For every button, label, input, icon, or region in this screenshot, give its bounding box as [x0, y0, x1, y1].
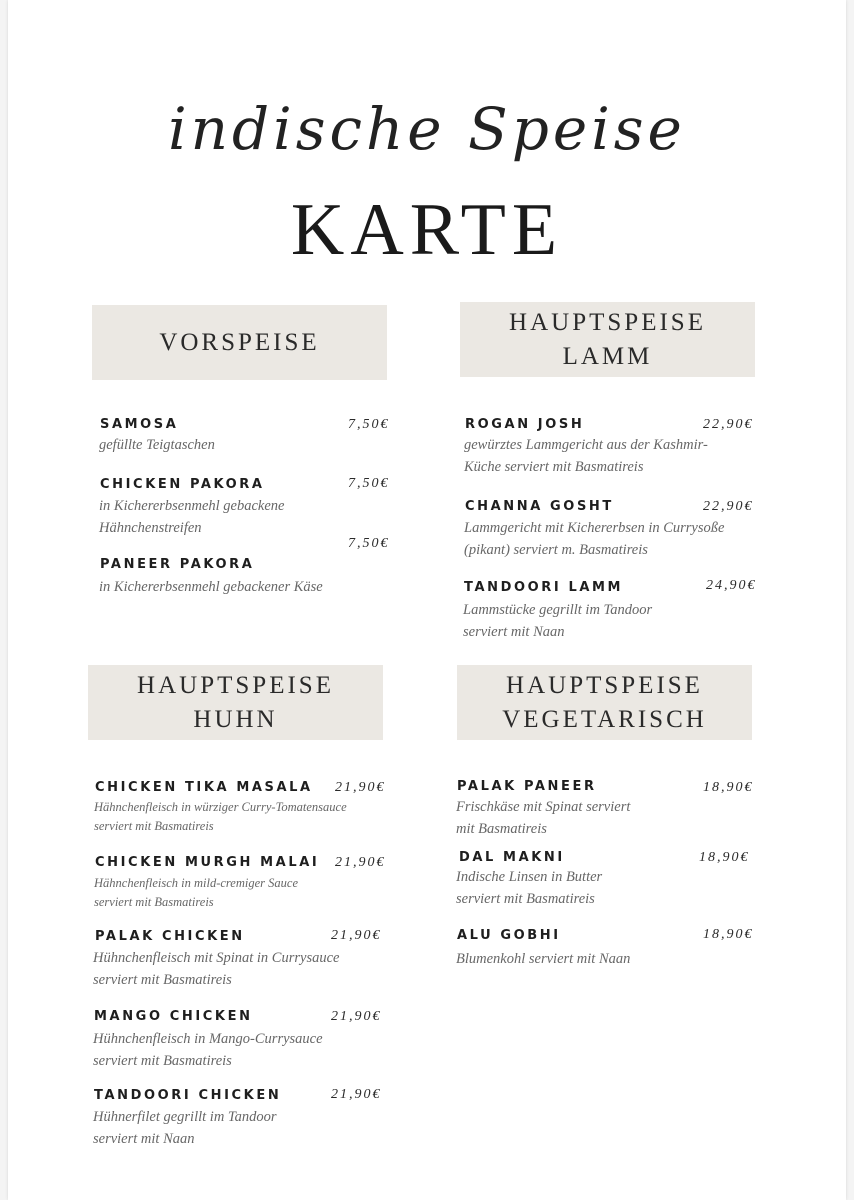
menu-item-name: CHICKEN TIKA MASALA	[95, 780, 313, 795]
menu-item-description: gefüllte Teigtaschen	[99, 437, 215, 453]
menu-item-name: PANEER PAKORA	[100, 557, 255, 572]
section-title: HAUPTSPEISE HUHN	[137, 671, 334, 733]
menu-item-description: Hähnchenfleisch in würziger Curry-Tomatensauce serviert mit Basmatireis	[94, 800, 347, 833]
menu-item-name: CHICKEN MURGH MALAI	[95, 855, 320, 870]
menu-item-description: Hühnchenfleisch in Mango-Currysauce serviert mit Basmatireis	[93, 1031, 323, 1069]
menu-item-description: Hähnchenfleisch in mild-cremiger Sauce serviert mit Basmatireis	[94, 876, 298, 909]
menu-item-name: MANGO CHICKEN	[94, 1009, 253, 1024]
menu-item-description: Frischkäse mit Spinat serviert mit Basmatireis	[456, 799, 631, 837]
menu-item-price: 7,50€	[348, 417, 390, 432]
menu-item-price: 21,90€	[331, 1009, 382, 1024]
menu-item-price: 21,90€	[331, 928, 382, 943]
menu-item-price: 18,90€	[699, 850, 750, 865]
menu-item-price: 18,90€	[703, 927, 754, 942]
script-title: indische Speise	[168, 95, 686, 163]
menu-item-name: DAL MAKNI	[459, 850, 565, 865]
menu-item-description: Hühnerfilet gegrillt im Tandoor serviert mit Naan	[93, 1109, 277, 1147]
menu-item-name: PALAK PANEER	[457, 779, 597, 794]
menu-item-name: CHICKEN PAKORA	[100, 477, 265, 492]
menu-item-price: 21,90€	[335, 780, 386, 795]
menu-item-name: ROGAN JOSH	[465, 417, 585, 432]
menu-item-price: 21,90€	[335, 855, 386, 870]
section-header-vegetarisch	[457, 665, 752, 740]
menu-item-price: 18,90€	[703, 780, 754, 795]
menu-item-name: PALAK CHICKEN	[95, 929, 245, 944]
menu-item-description: in Kichererbsenmehl gebackener Käse	[99, 579, 323, 595]
menu-item-name: CHANNA GOSHT	[465, 499, 614, 514]
menu-item-name: TANDOORI LAMM	[464, 580, 624, 595]
section-header-vorspeise	[92, 305, 387, 380]
menu-item-description: gewürztes Lammgericht aus der Kashmir-Küche serviert mit Basmatireis	[464, 437, 708, 475]
menu-item-description: Hühnchenfleisch mit Spinat in Currysauce serviert mit Basmatireis	[93, 950, 340, 988]
main-title: KARTE	[290, 189, 564, 271]
menu-item-name: TANDOORI CHICKEN	[94, 1088, 282, 1103]
menu-item-price: 24,90€	[706, 578, 757, 593]
menu-item-description: Lammgericht mit Kichererbsen in Currysoße (pikant) serviert m. Basmatireis	[464, 520, 725, 558]
menu-item-name: ALU GOBHI	[457, 928, 561, 943]
menu-item-price: 21,90€	[331, 1087, 382, 1102]
menu-item-description: Lammstücke gegrillt im Tandoor serviert mit Naan	[463, 602, 653, 640]
section-title: HAUPTSPEISE VEGETARISCH	[502, 671, 707, 733]
menu-item-price: 7,50€	[348, 536, 390, 551]
menu-item-description: Blumenkohl serviert mit Naan	[456, 951, 631, 967]
section-title: VORSPEISE	[159, 328, 320, 356]
menu-item-price: 22,90€	[703, 499, 754, 514]
menu-item-price: 22,90€	[703, 417, 754, 432]
menu-item-name: SAMOSA	[100, 417, 179, 432]
menu-item-description: in Kichererbsenmehl gebackene Hähnchenstreifen	[99, 498, 285, 536]
section-header-huhn	[88, 665, 383, 740]
section-header-lamm	[460, 302, 755, 377]
section-title: HAUPTSPEISE LAMM	[509, 308, 706, 370]
menu-item-price: 7,50€	[348, 476, 390, 491]
menu-item-description: Indische Linsen in Butter serviert mit Basmatireis	[456, 869, 603, 907]
